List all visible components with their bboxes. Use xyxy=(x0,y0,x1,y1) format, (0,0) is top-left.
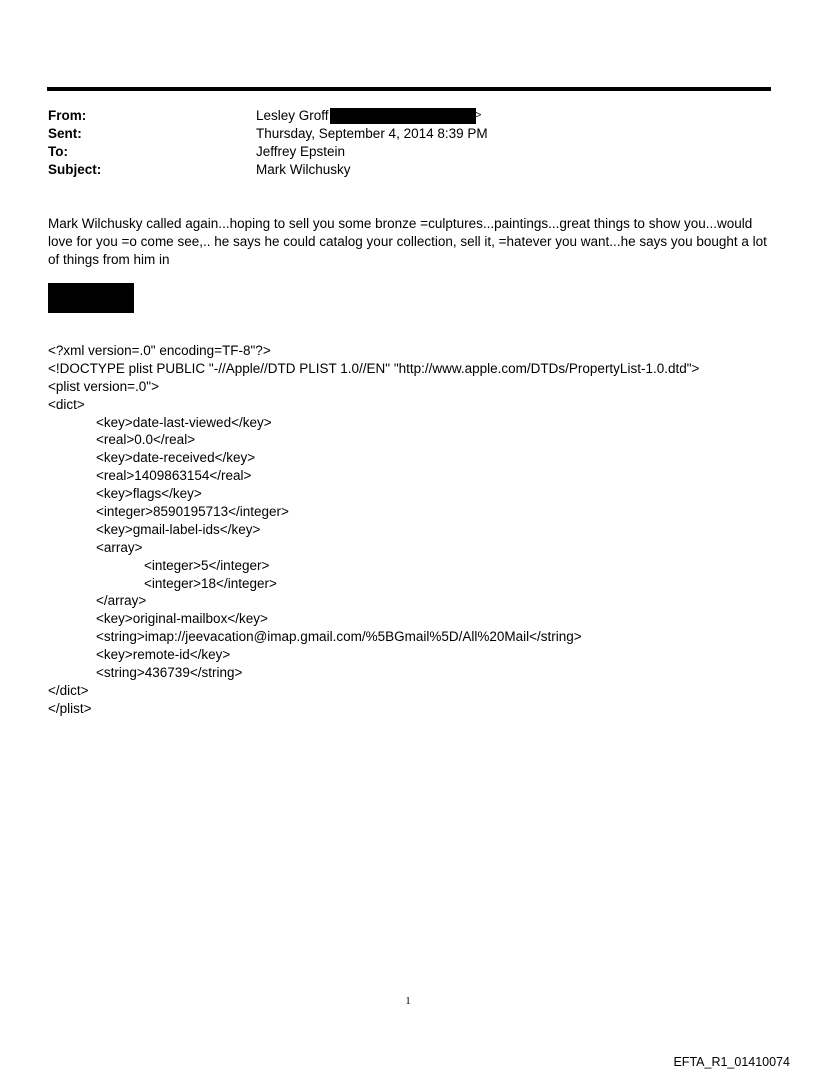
email-body: Mark Wilchusky called again...hoping to sell you some bronze =culptures...paintings...great things to show you...would love for you =o come see,.. he says he could catalog your collection, sell it, =hatever you want...he says you bought a lot of things from him in xyxy=(48,216,767,267)
email-header xyxy=(48,107,488,179)
plist-line: <?xml version=.0" encoding=TF-8"?> xyxy=(48,343,271,358)
to-row xyxy=(48,143,488,161)
document-id: EFTA_R1_01410074 xyxy=(673,1055,790,1069)
plist-block xyxy=(48,342,788,718)
from-label: From: xyxy=(48,108,87,123)
plist-line: <dict> xyxy=(48,396,85,412)
plist-line: <plist version=.0"> xyxy=(48,378,159,394)
subject-row xyxy=(48,161,488,179)
plist-line: <key>original-mailbox</key> xyxy=(96,611,268,627)
header-divider xyxy=(47,87,771,91)
plist-line: <key>gmail-label-ids</key> xyxy=(96,521,261,537)
page-number: 1 xyxy=(405,995,411,1007)
subject-value: Mark Wilchusky xyxy=(256,162,351,177)
redaction-bar xyxy=(330,108,476,124)
sent-value: Thursday, September 4, 2014 8:39 PM xyxy=(256,126,488,141)
plist-line: <string>436739</string> xyxy=(96,665,243,681)
to-label: To: xyxy=(48,144,68,159)
plist-line: <integer>18</integer> xyxy=(144,575,277,591)
plist-line: <integer>8590195713</integer> xyxy=(96,504,289,520)
plist-line: <real>1409863154</real> xyxy=(96,468,252,484)
redaction-block xyxy=(48,283,134,313)
plist-line: <key>date-last-viewed</key> xyxy=(96,414,272,430)
plist-line: <!DOCTYPE plist PUBLIC "-//Apple//DTD PLIST 1.0//EN" "http://www.apple.com/DTDs/PropertyList-1.0.dtd"> xyxy=(48,360,700,376)
plist-line: </array> xyxy=(96,593,147,609)
sent-label: Sent: xyxy=(48,126,82,141)
from-trail: > xyxy=(475,110,482,121)
plist-line: <array> xyxy=(96,539,143,555)
plist-line: </plist> xyxy=(48,700,92,716)
to-value: Jeffrey Epstein xyxy=(256,144,346,159)
subject-label: Subject: xyxy=(48,162,102,177)
from-value: Lesley Groff xyxy=(256,108,329,123)
plist-line: <key>date-received</key> xyxy=(96,450,256,466)
plist-line: </dict> xyxy=(48,682,89,698)
from-value-wrap xyxy=(256,107,481,125)
plist-line: <real>0.0</real> xyxy=(96,432,196,448)
plist-line: <integer>5</integer> xyxy=(144,557,270,573)
plist-line: <key>remote-id</key> xyxy=(96,647,231,663)
plist-line: <key>flags</key> xyxy=(96,486,202,502)
sent-row xyxy=(48,125,488,143)
from-row xyxy=(48,107,488,125)
plist-line: <string>imap://jeevacation@imap.gmail.com/%5BGmail%5D/All%20Mail</string> xyxy=(96,629,582,645)
